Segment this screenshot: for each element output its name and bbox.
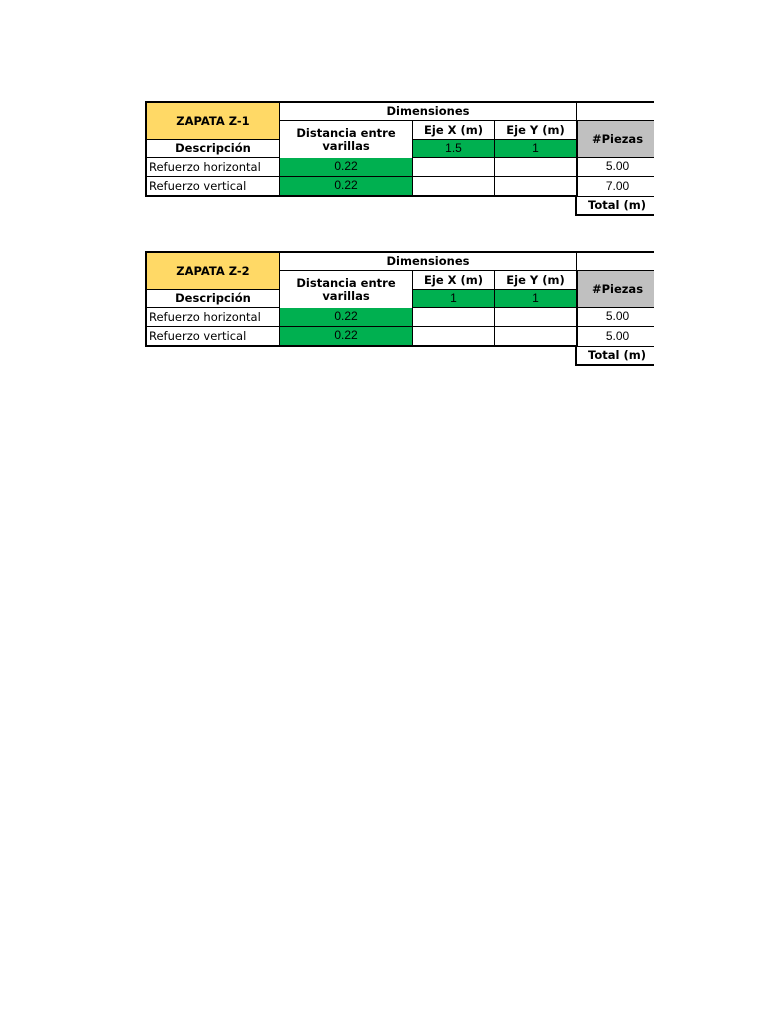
- row-empty-x[interactable]: [413, 327, 495, 347]
- dimensiones-header[interactable]: Dimensiones: [280, 101, 577, 120]
- piezas-header[interactable]: #Piezas: [577, 270, 654, 308]
- row-piezas-horizontal[interactable]: 5.00: [577, 308, 654, 327]
- row-empty-y[interactable]: [495, 308, 577, 327]
- row-piezas-vertical[interactable]: 5.00: [577, 327, 654, 347]
- row-distance-vertical[interactable]: 0.22: [280, 327, 413, 347]
- zapata-table: [145, 101, 654, 217]
- eje-y-value[interactable]: 1: [495, 139, 577, 158]
- eje-x-value[interactable]: 1.5: [413, 139, 495, 158]
- zapata-title[interactable]: ZAPATA Z-1: [145, 101, 280, 139]
- row-empty-y[interactable]: [495, 177, 577, 197]
- row-distance-vertical[interactable]: 0.22: [280, 177, 413, 197]
- total-label[interactable]: Total (m): [575, 196, 654, 216]
- row-label-horizontal[interactable]: Refuerzo horizontal: [145, 308, 280, 327]
- eje-y-header[interactable]: Eje Y (m): [495, 270, 577, 289]
- eje-x-value[interactable]: 1: [413, 289, 495, 308]
- distancia-header[interactable]: Distancia entre varillas: [280, 270, 413, 308]
- eje-y-header[interactable]: Eje Y (m): [495, 120, 577, 139]
- row-distance-horizontal[interactable]: 0.22: [280, 308, 413, 327]
- row-label-vertical[interactable]: Refuerzo vertical: [145, 177, 280, 197]
- row-distance-horizontal[interactable]: 0.22: [280, 158, 413, 177]
- eje-y-value[interactable]: 1: [495, 289, 577, 308]
- distancia-header[interactable]: Distancia entre varillas: [280, 120, 413, 158]
- piezas-header[interactable]: #Piezas: [577, 120, 654, 158]
- row-label-vertical[interactable]: Refuerzo vertical: [145, 327, 280, 347]
- dimensiones-header[interactable]: Dimensiones: [280, 251, 577, 270]
- eje-x-header[interactable]: Eje X (m): [413, 120, 495, 139]
- eje-x-header[interactable]: Eje X (m): [413, 270, 495, 289]
- piezas-blank-cell[interactable]: [577, 101, 654, 120]
- row-piezas-horizontal[interactable]: 5.00: [577, 158, 654, 177]
- zapata-table: [145, 251, 654, 367]
- piezas-blank-cell[interactable]: [577, 251, 654, 270]
- row-empty-y[interactable]: [495, 158, 577, 177]
- row-label-horizontal[interactable]: Refuerzo horizontal: [145, 158, 280, 177]
- total-label[interactable]: Total (m): [575, 346, 654, 366]
- descripcion-header[interactable]: Descripción: [145, 289, 280, 308]
- row-empty-x[interactable]: [413, 177, 495, 197]
- row-piezas-vertical[interactable]: 7.00: [577, 177, 654, 197]
- descripcion-header[interactable]: Descripción: [145, 139, 280, 158]
- row-empty-x[interactable]: [413, 158, 495, 177]
- row-empty-y[interactable]: [495, 327, 577, 347]
- zapata-title[interactable]: ZAPATA Z-2: [145, 251, 280, 289]
- row-empty-x[interactable]: [413, 308, 495, 327]
